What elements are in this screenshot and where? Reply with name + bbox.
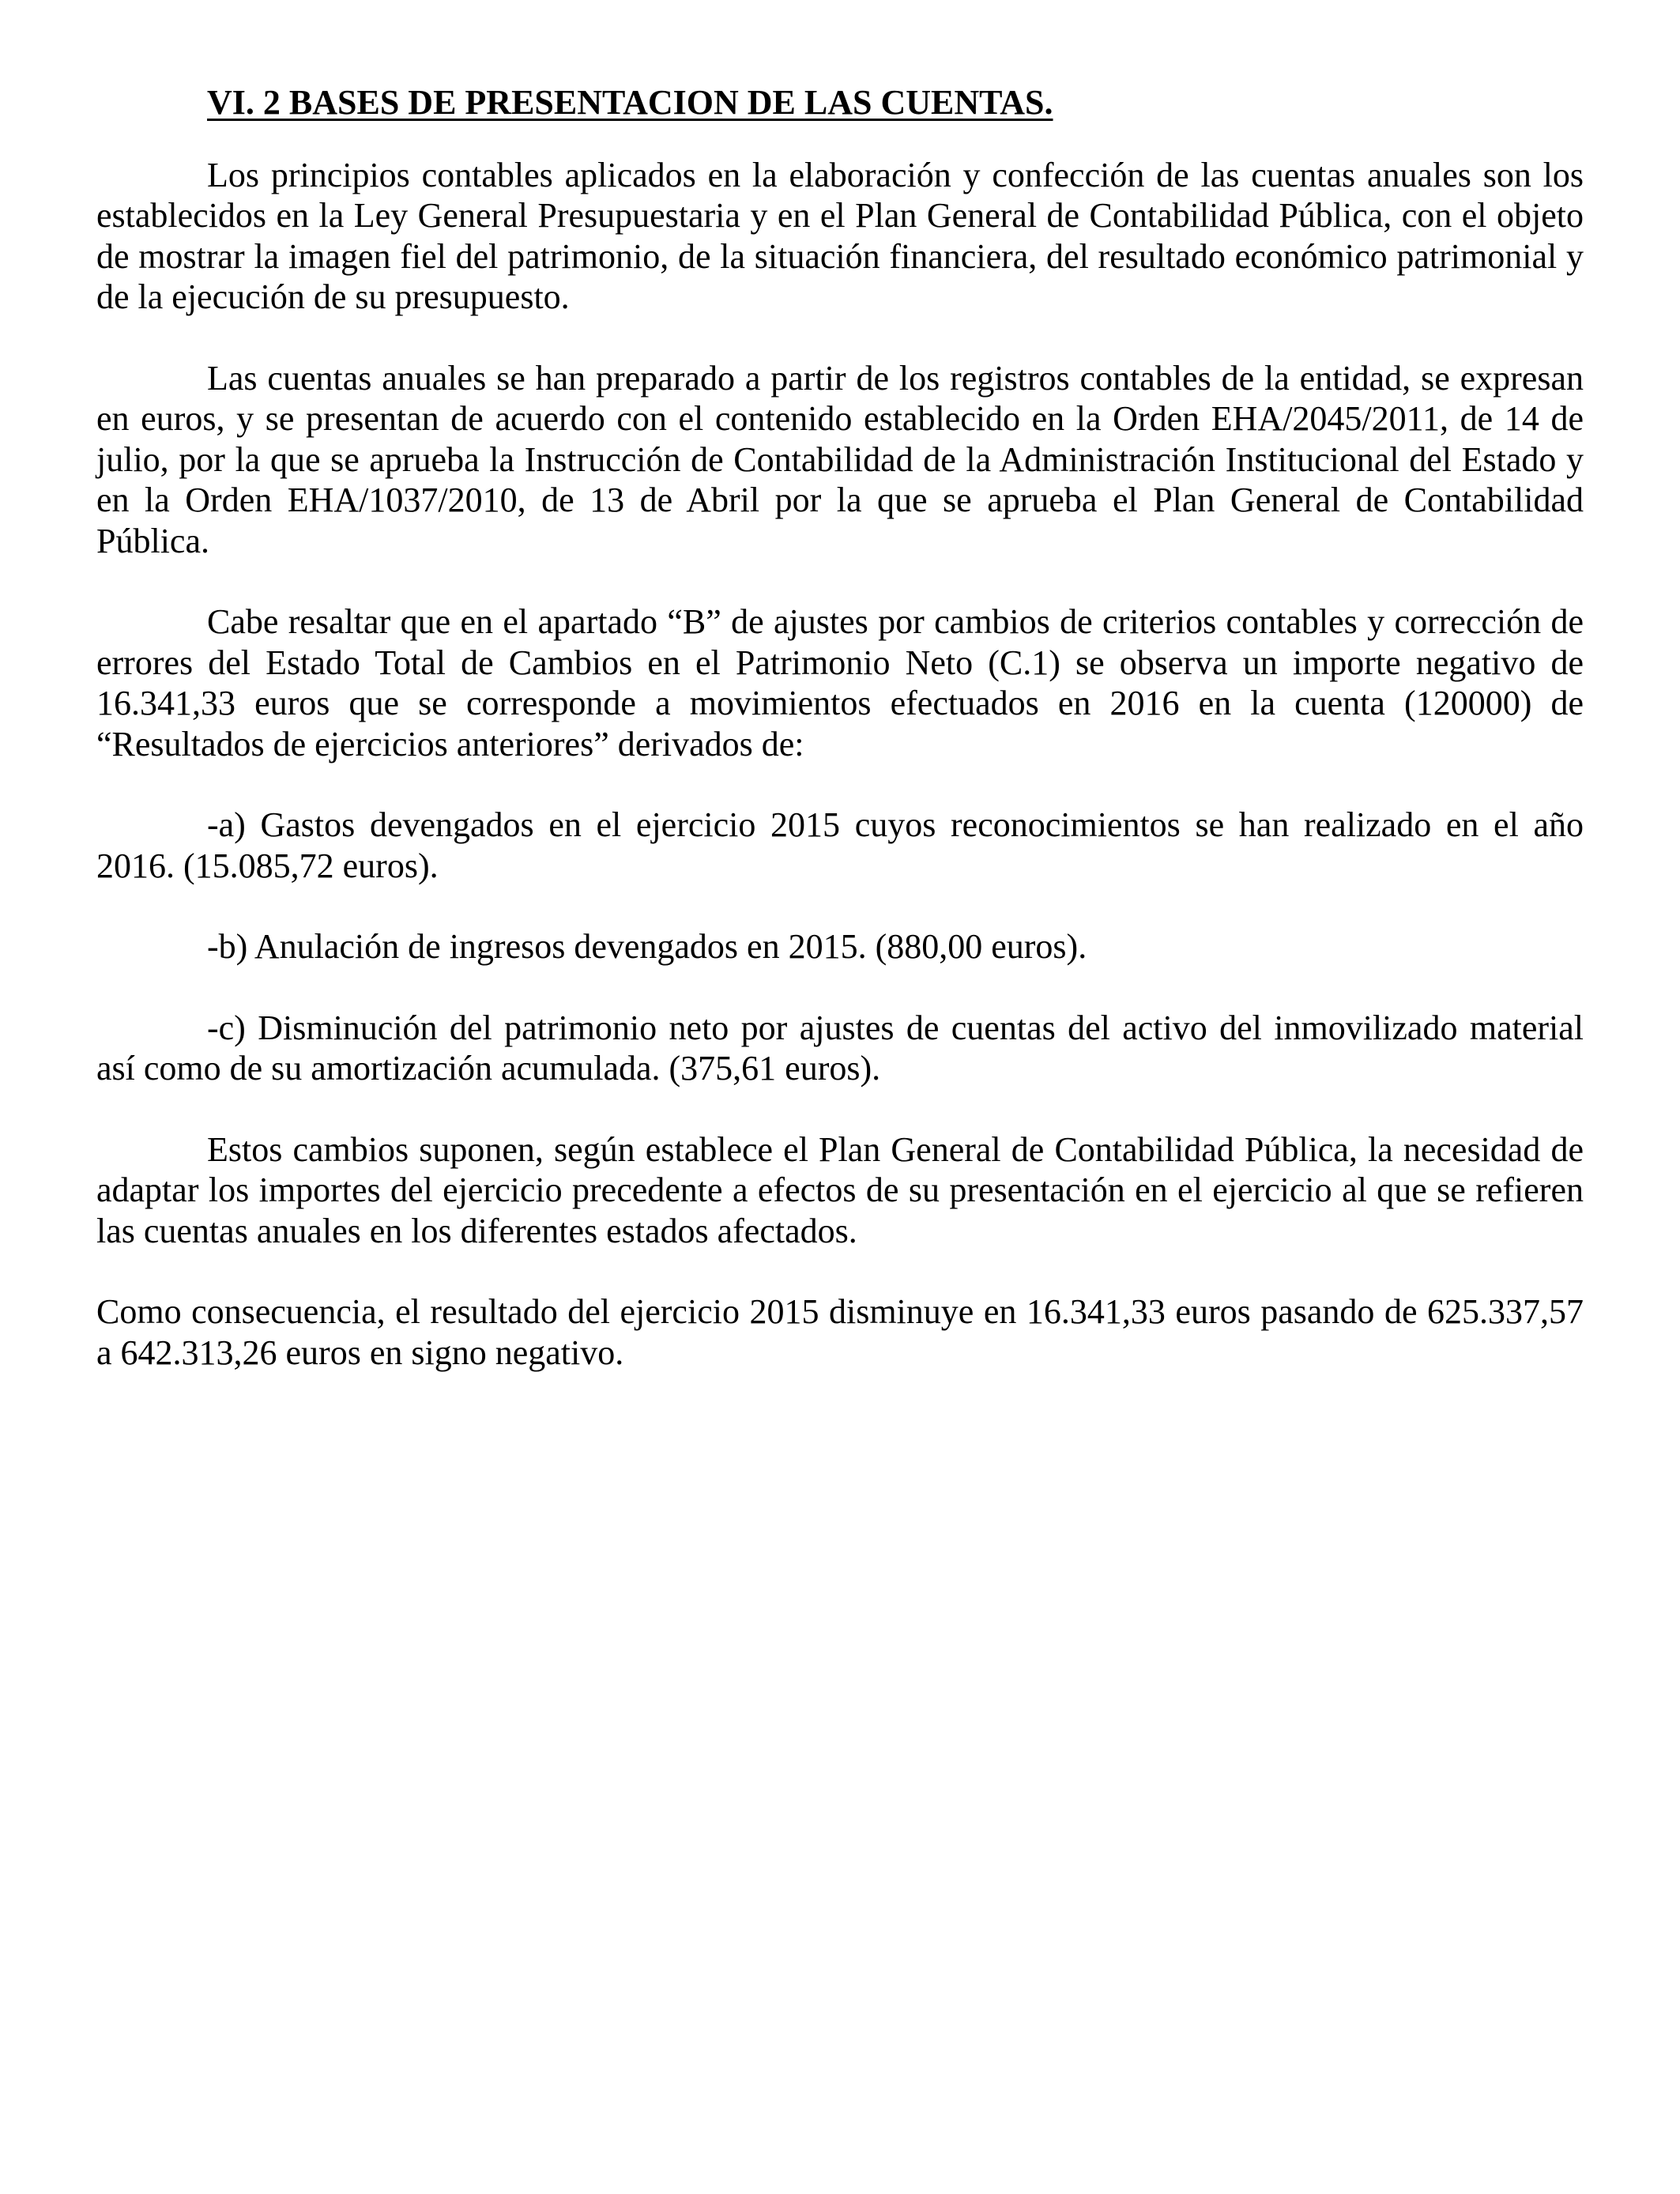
paragraph-consecuencia: Como consecuencia, el resultado del ejercicio 2015 disminuye en 16.341,33 euros pasando de 625.337,57 a 642.313,26 euros en signo negativo. (96, 1292, 1584, 1372)
paragraph-cambios: Estos cambios suponen, según establece el Plan General de Contabilidad Pública, la necesidad de adaptar los importes del ejercicio precedente a efectos de su presentación en el ejercicio al que se refieren las cuentas anuales en los diferentes estados afectados. (96, 1129, 1584, 1250)
paragraph-cuentas-anuales: Las cuentas anuales se han preparado a partir de los registros contables de la entidad, se expresan en euros, y se presentan de acuerdo con el contenido establecido en la Orden EHA/2045/2011, de 14 de julio, por la que se aprueba la Instrucción de Contabilidad de la Administración Institucional del Estado y en la Orden EHA/1037/2010, de 13 de Abril por la que se aprueba el Plan General de Contabilidad Pública. (96, 358, 1584, 560)
list-item-c: -c) Disminución del patrimonio neto por ajustes de cuentas del activo del inmovilizado material así como de su amortización acumulada. (375,61 euros). (96, 1008, 1584, 1088)
list-item-a: -a) Gastos devengados en el ejercicio 2015 cuyos reconocimientos se han realizado en el año 2016. (15.085,72 euros). (96, 805, 1584, 885)
list-item-b: -b) Anulación de ingresos devengados en 2015. (880,00 euros). (207, 927, 1087, 966)
document-page (96, 82, 1584, 1413)
paragraph-principios: Los principios contables aplicados en la elaboración y confección de las cuentas anuales son los establecidos en la Ley General Presupuestaria y en el Plan General de Contabilidad Pública, con el objeto de mostrar la imagen fiel del patrimonio, de la situación financiera, del resultado económico patrimonial y de la ejecución de su presupuesto. (96, 155, 1584, 316)
section-heading: VI. 2 BASES DE PRESENTACION DE LAS CUENTAS. (207, 83, 1053, 122)
paragraph-ajustes: Cabe resaltar que en el apartado “B” de ajustes por cambios de criterios contables y corrección de errores del Estado Total de Cambios en el Patrimonio Neto (C.1) se observa un importe negativo de 16.341,33 euros que se corresponde a movimientos efectuados en 2016 en la cuenta (120000) de “Resultados de ejercicios anteriores” derivados de: (96, 602, 1584, 763)
